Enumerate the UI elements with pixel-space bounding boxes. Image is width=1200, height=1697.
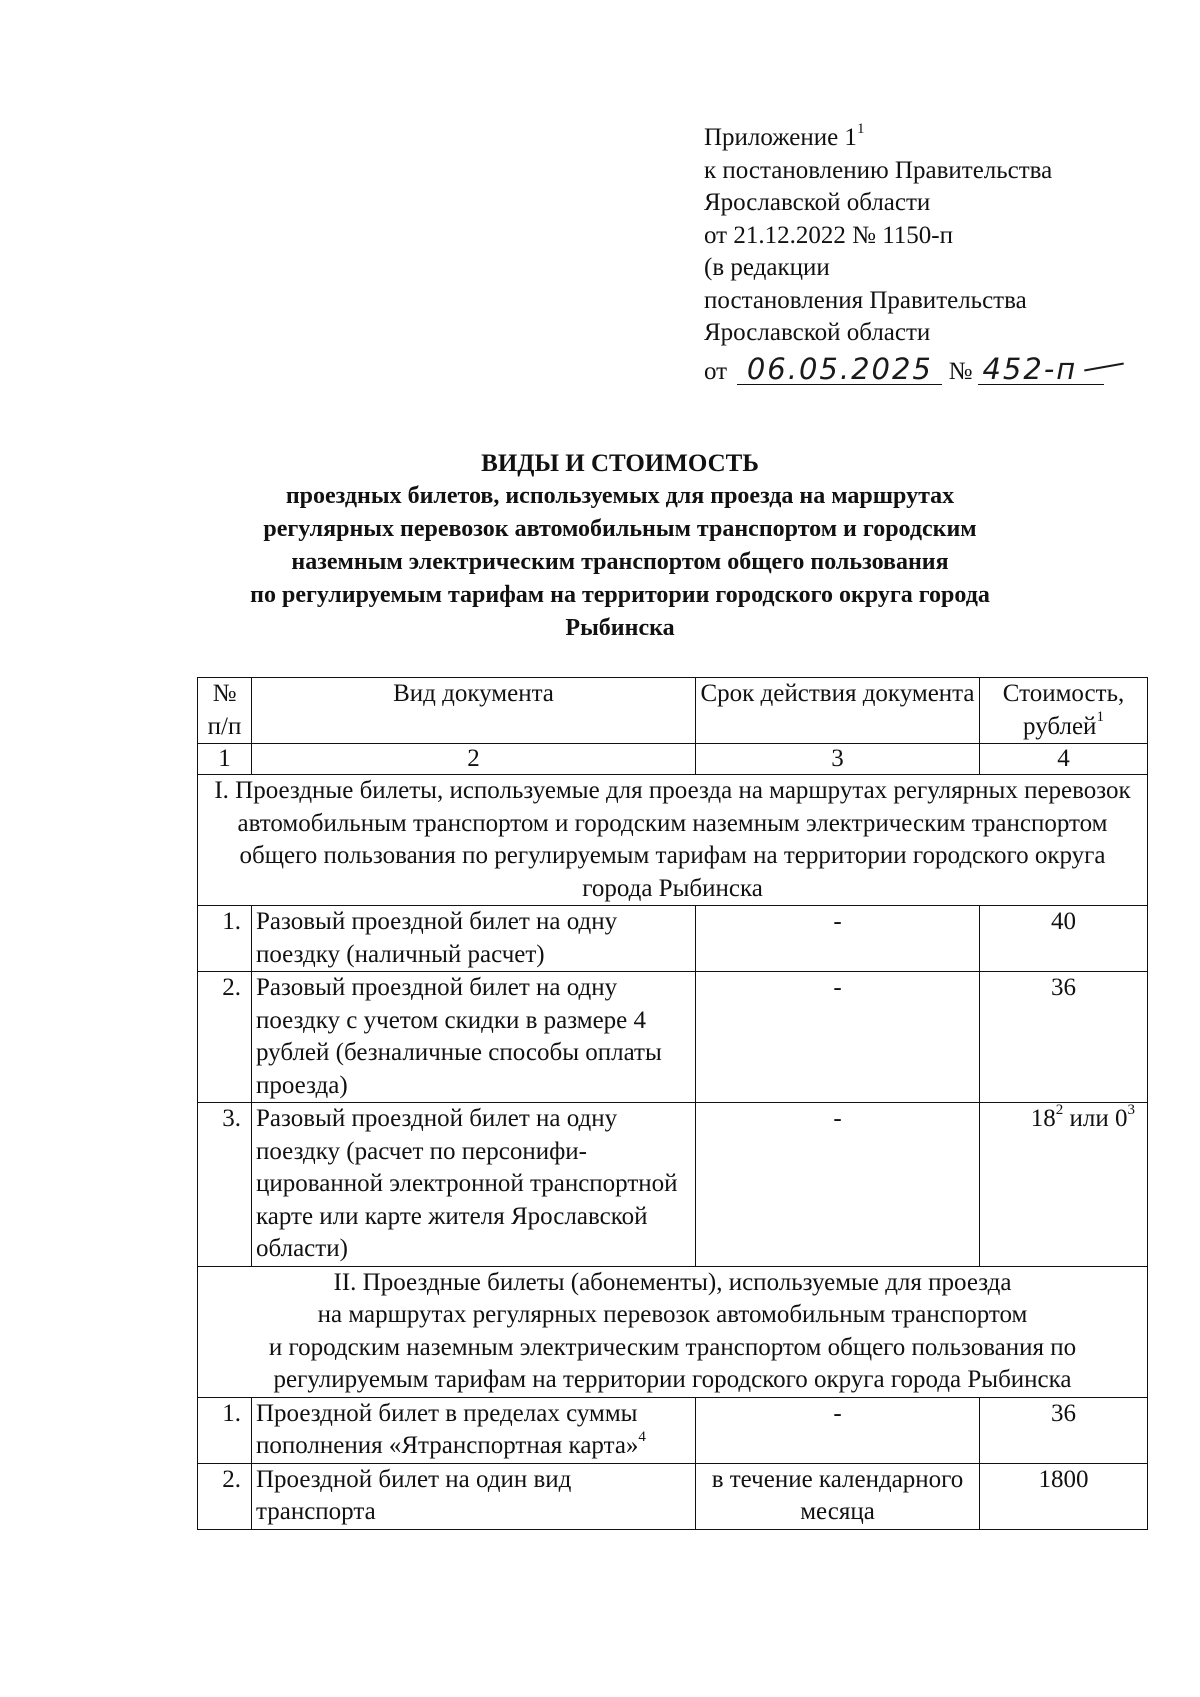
appendix-line-2: к постановлению Правительства [704, 156, 1053, 184]
title-main: ВИДЫ И СТОИМОСТЬ [481, 450, 759, 477]
header-num [198, 678, 252, 744]
row-cost: 36 [980, 1397, 1148, 1463]
footnote-mark: 3 [1127, 1101, 1135, 1118]
table-header-row [198, 678, 1148, 744]
section-2-title [198, 1266, 1148, 1397]
row-document-type: Разовый проездной билет на одну поездку (наличный расчет) [252, 906, 696, 972]
title-line-3: наземным электрическим транспортом общего пользования [291, 549, 949, 575]
row-validity: - [696, 1397, 980, 1463]
column-index: 1 [198, 744, 252, 775]
header-cost: Стоимость, рублей$^1$ [980, 678, 1148, 744]
document-title [190, 447, 1050, 645]
table-row [198, 1103, 1148, 1267]
title-line-5: Рыбинска [565, 615, 675, 641]
table-row [198, 1397, 1148, 1463]
row-number: 2. [198, 972, 252, 1103]
row-document-type: Разовый проездной билет на одну поездку с учетом скидки в размере 4 рублей (безналичные способы оплаты проезда) [252, 972, 696, 1103]
section-2-title-line: II. Проездные билеты (абонементы), используемые для проезда [333, 1268, 1012, 1296]
section-2-title-line: и городским наземным электрическим транспортом общего пользования по [268, 1333, 1077, 1361]
appendix-line-3: Ярославской области [704, 189, 931, 216]
tariff-table [197, 677, 1148, 1530]
title-line-2: регулярных перевозок автомобильным транспортом и городским [263, 516, 977, 542]
row-cost: 40 [980, 906, 1148, 972]
column-index-row [198, 744, 1148, 775]
handwritten-number: 452-п [978, 354, 1104, 385]
section-2-title-line: на маршрутах регулярных перевозок автомобильным транспортом [317, 1301, 1028, 1328]
appendix-line-5: (в редакции [704, 254, 830, 281]
footnote-mark: 2 [1055, 1101, 1064, 1118]
appendix-date-line [704, 351, 1124, 389]
section-2-heading-row [198, 1266, 1148, 1397]
row-document-type: Разовый проездной билет на одну поездку (расчет по персонифи-цированной электронной транспортной карте или карте жителя Ярославской области) [252, 1103, 696, 1267]
handwritten-date: 06.05.2025 [737, 354, 942, 385]
row-number: 1. [198, 906, 252, 972]
section-2-title-line: регулируемым тарифам на территории городского округа города Рыбинска [273, 1366, 1072, 1393]
appendix-line-1: Приложение $1^1$ [704, 120, 865, 151]
row-number: 2. [198, 1463, 252, 1529]
row-cost: $18^2$ или $0^3$ [980, 1103, 1148, 1267]
header-term: Срок действия документа [696, 678, 980, 744]
row-validity: - [696, 972, 980, 1103]
row-validity: - [696, 1103, 980, 1267]
column-index: 2 [252, 744, 696, 775]
appendix-line-4: от 21.12.2022 № 1150-п [704, 221, 953, 249]
row-cost: 1800 [980, 1463, 1148, 1529]
header-type: Вид документа [252, 678, 696, 744]
table-row [198, 906, 1148, 972]
table-row [198, 972, 1148, 1103]
title-line-1: проездных билетов, используемых для проезда на маршрутах [285, 483, 955, 509]
row-document-type: Проездной билет в пределах суммы пополнения «Ятранспортная карта»$^4$ [252, 1397, 696, 1463]
row-document-type: Проездной билет на один вид транспорта [252, 1463, 696, 1529]
table-row [198, 1463, 1148, 1529]
row-validity: - [696, 906, 980, 972]
column-index: 3 [696, 744, 980, 775]
section-1-heading-row [198, 775, 1148, 906]
appendix-line-6: постановления Правительства [704, 286, 1027, 314]
header-num-line2: п/п [207, 712, 242, 740]
column-index: 4 [980, 744, 1148, 775]
title-line-4: по регулируемым тарифам на территории городского округа города [250, 582, 990, 608]
row-cost: 36 [980, 972, 1148, 1103]
section-1-title: I. Проездные билеты, используемые для проезда на маршрутах регулярных перевозок автомобильным транспортом и городским наземным электрическим транспортом общего пользования по регулируемым тарифам на территории городского округа города Рыбинска [198, 775, 1148, 906]
footnote-mark: 1 [1096, 709, 1104, 726]
appendix-line-7: Ярославской области [704, 319, 931, 346]
number-prefix: № [948, 357, 973, 385]
row-validity: в течение календарного месяца [696, 1463, 980, 1529]
appendix-header [704, 122, 1124, 388]
row-number: 1. [198, 1397, 252, 1463]
header-num-line1: № [212, 680, 237, 707]
date-prefix: от [704, 357, 728, 385]
footnote-mark: 4 [638, 1428, 646, 1445]
row-number: 3. [198, 1103, 252, 1267]
footnote-mark: 1 [856, 120, 865, 137]
